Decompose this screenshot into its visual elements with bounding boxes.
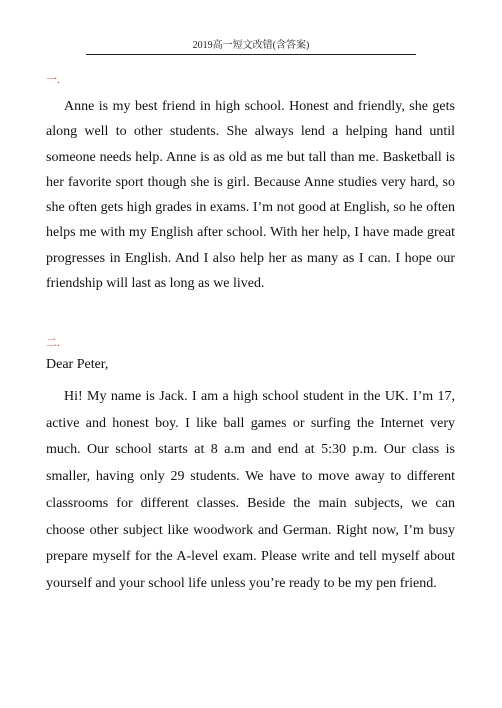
section-1-paragraph: Anne is my best friend in high school. Honest and friendly, she gets along well to other students. She always lend a helping hand until someone needs help. Anne is as old as me but tall than me. Basketball is her favorite sport though she is girl. Because Anne studies very hard, so she often gets high grades in exams. I’m not good at English, so he often helps me with my English after school. With her help, I have made great progresses in English. And I also help her as many as I can. I hope our friendship will last as long as we lived. bbox=[46, 99, 455, 292]
section-1-label: 一. bbox=[46, 74, 60, 86]
header-divider bbox=[86, 54, 416, 55]
letter-greeting: Dear Peter, bbox=[46, 357, 109, 372]
page-header: 2019高一短文改错(含答案) bbox=[192, 40, 310, 51]
section-2-label: 二. bbox=[46, 337, 60, 349]
section-2-paragraph: Hi! My name is Jack. I am a high school student in the UK. I’m 17, active and honest boy. I like ball games or surfing the Internet very much. Our school starts at 8 a.m and end at 5:30 p.m. Our class is smaller, having only 29 students. We have to move away to different classrooms for different classes. Beside the main subjects, we can choose other subject like woodwork and German. Right now, I’m busy prepare myself for the A-level exam. Please write and tell myself about yourself and your school life unless you’re ready to be my pen friend. bbox=[46, 389, 455, 591]
